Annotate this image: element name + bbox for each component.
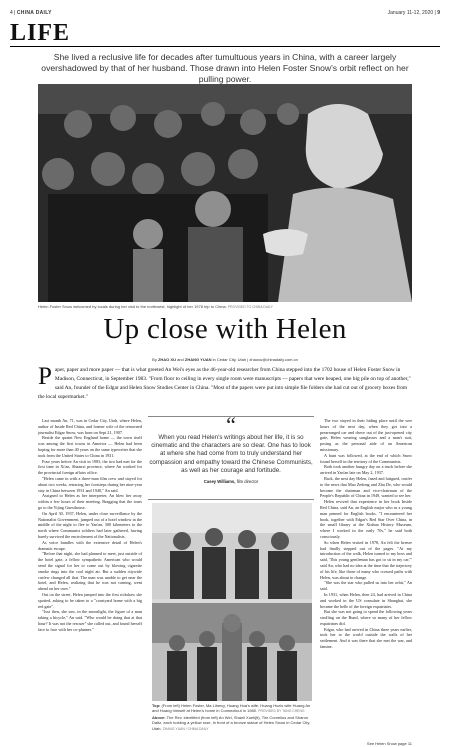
paragraph: In 1931, when Helen, then 24, had arrived in China and worked in the US consulate in Shanghai, she became the belle of the foreign expatriates. (320, 591, 412, 609)
issue-date: January 11-12, 2020 (387, 10, 434, 16)
paragraph: Helen revived that experience in her book Inside Red China, said An, an English major who as a young man penned for English books. "I encountered her book, together with Edgar's Red Star Over China, in the small library at the Xinhua History Museum, where I worked in the early 70s," he said both consciously. (320, 499, 412, 539)
lead-paragraph (38, 363, 412, 402)
page-number-right: 9 (437, 10, 440, 16)
section-title: LIFE (10, 20, 71, 46)
page-info-left: 4 | CHINA DAILY (10, 10, 52, 16)
page-number-left: 4 (10, 10, 13, 16)
pull-quote-author: Casey Williams, (203, 479, 236, 485)
article-column-left (38, 418, 142, 632)
section-rule (10, 46, 440, 47)
quote-mark-icon: “ (226, 412, 236, 437)
paragraph: "Before that night, she had planned to meet, just outside of the hotel gate, a fellow sympathetic American who would send the signal for her to come out by blowing cigarette smoke rings into the cool night air. But a sudden citywide curfew changed all that. The man was unable to get near the hotel, and Helen, realizing that he was not coming, went ahead on her own." (38, 551, 142, 592)
photo-bottom (152, 603, 312, 701)
photo-bottom-illustration (152, 603, 312, 701)
main-photo-caption-text: Helen Foster Snow welcomed by locals during her visit to the northwest, highlight of her 1978 trip to China. (38, 304, 227, 309)
paragraph: So when Helen visited in 1978, An felt the breeze had finally stepped out of the pages. "At my introduction of the walk, Helen turned to my boss and said, 'This young gentleman has got to sit in my car,'" said An, who had no idea at the time that the trajectory of his life, like those of many who crossed paths with Helen, was about to change. (320, 539, 412, 580)
main-photo (38, 84, 412, 302)
article-column-right (320, 418, 412, 650)
caption-bottom-credit: ZHANG YUAN / CHINA DAILY (162, 726, 209, 731)
paragraph: On April 30, 1937, Helen, under close surveillance by the Nationalist Government, jumped out of a hotel window in the middle of the night to flee to Yan'an, 300 kilometers to the north where Communist soldiers had later gathered, having barely survived the encirclement of the Nationalists. (38, 510, 142, 539)
paragraph: As voice bundles with the extensive detail of Helen's dramatic escape. (38, 539, 142, 551)
paragraph: "She was the star who pulled us into her orbit," An said. (320, 580, 412, 592)
pull-quote-role: film director (236, 479, 259, 485)
pull-quote-attribution (148, 479, 314, 484)
byline-and: and (177, 357, 184, 362)
paragraph: A hunt was followed, at the end of which Snow found herself in the territory of the Communists. (320, 452, 412, 464)
caption-top-text: (From left) Helen Foster, Ma Liheng, Huang Hua's wife, Huang Hua's wife Huang An and Huang himself at Helen's home in Connecticut in 1980. (152, 703, 311, 714)
paragraph: But she was not going to spend the following years strolling on the Bund, where so many of her fellow expatriates did. (320, 609, 412, 626)
paragraph: Four years before An visit in 1983, the two had met for the first time in Xi'an, Shaanxi province, where An worked for the provincial foreign affairs office. (38, 458, 142, 476)
paragraph: "Just then, she saw, in the moonlight, the figure of a man taking a bicycle," An said. "Who would be doing that at that hour? It was not the rescuer" she called out, and found herself face to face with her co-planner." (38, 609, 142, 632)
byline-location: in Cedar City, Utah (212, 357, 247, 362)
continuation-link[interactable]: See Helen Snow page 11 (366, 741, 412, 746)
page-header (10, 8, 440, 18)
publication-name: CHINA DAILY (16, 10, 52, 16)
headline: Up close with Helen (103, 313, 347, 345)
byline-prefix: By (152, 357, 157, 362)
byline: By ZHAO XU and ZHANG YUAN in Cedar City, Utah | zhaoxu@chinadaily.com.cn (152, 357, 298, 362)
main-photo-caption (38, 304, 412, 309)
deck-text: She lived a reclusive life for decades after tumultuous years in China, with a career largely overshadowed by that of her husband. Those drawn into Helen Foster Snow's orbit reflect on her pulling power. (41, 52, 409, 84)
paragraph: Out on the street, Helen jumped into the first rickshaw she spotted, asking to be taken to a "courtyard home with a big red gate". (38, 591, 142, 609)
secondary-photo-collage (152, 503, 312, 701)
byline-author-1: ZHAO XU (157, 357, 176, 362)
byline-author-2: ZHANG YUAN (184, 357, 212, 362)
paragraph: Back, the next day Helen, fazed and fatigued, confer to the news that Mao Zedong and Zhu De, who would become the chairman and vice-chairman of the People's Republic of China in 1949, wanted to see her. (320, 475, 413, 499)
pull-quote-text: When you read Helen's writings about her life, it is so cinematic and the characters are so clear. One has to look at where she had come from to truly understand her compassion and empathy toward the Chinese Communists, as well as her courage and fortitude. (149, 434, 313, 474)
drop-cap: P (38, 363, 52, 390)
caption-top-label: Top: (152, 703, 161, 708)
pullquote-bottom-rule (148, 499, 314, 500)
paragraph: Last month An, 71, was in Cedar City, Utah, where Helen, author of Inside Red China, and former wife of the renowned journalist Edgar Snow, was born on Sept 21, 1907. (38, 418, 142, 435)
main-photo-illustration (38, 84, 412, 302)
caption-bottom-text: The Rev. identified (from left) An Wei, Shanli Xueli(lt), Tim Cornelius and Sharon Daltz, each holding a yellow rose, in front of a bronze statue of Helen Snow in Cedar City, Utah. (152, 714, 311, 731)
page-info-right: January 11-12, 2020 | 9 (387, 10, 440, 16)
paragraph: The two stayed in their hiding place until the wee hours of the next day, when they got into a prearranged car and drove out of the just-opened city gate, Helen wearing sunglasses and a man's suit, posing as the personal aide of an American missionary. (320, 418, 412, 452)
caption-top-credit: PROVIDED BY TANG CHENG (258, 709, 305, 714)
paragraph: Both took another hungry day on a truck before she arrived in Yan'an late on May 2, 1937. (320, 464, 412, 476)
photo-top (152, 503, 312, 599)
photo-top-illustration (152, 503, 312, 599)
pull-quote (148, 412, 314, 485)
paragraph: Beside the quaint New England home — the town itself was among the first towns in America — Helen had been hoping for more than 40 years on the same typewriter that she took from the United States to China in 1931. (38, 435, 142, 458)
paragraph: "Helen came in with a three-man film crew and stayed for about two weeks, retracing her footsteps during her nine-year stay in China between 1931 and 1940," An said. (38, 475, 142, 493)
caption-bottom-label: Above: (152, 714, 166, 720)
lead-text: aper, paper and more paper — that is what greeted An Wei's eyes as the 46-year-old researcher from China stepped into the 1702 house of Helen Foster Snow in Madison, Connecticut, in September 1983. "From floor to ceiling in every single room were manuscripts — papers that were heaped, one big pile on top of another," said An, founder of the Edgar and Helen Snow Studies Center in China. "Most of the papers were put into simple file folders she had cut out of grocery boxes from the local supermarket." (38, 367, 411, 400)
byline-email[interactable]: zhaoxu@chinadaily.com.cn (249, 357, 298, 362)
paragraph: Assigned to Helen as her interpreter, An blew her away within a few hours of their meeting. Bragging that the tours go to the Yijing Guesthouse. (38, 493, 142, 510)
secondary-photo-caption (152, 703, 312, 732)
paragraph: Edgar, who had arrived in China three years earlier, took her to the world outside the walls of her settlement. And it was there that she met the war, and famine. (320, 626, 412, 650)
main-photo-credit: PROVIDED TO CHINA DAILY (227, 305, 273, 309)
